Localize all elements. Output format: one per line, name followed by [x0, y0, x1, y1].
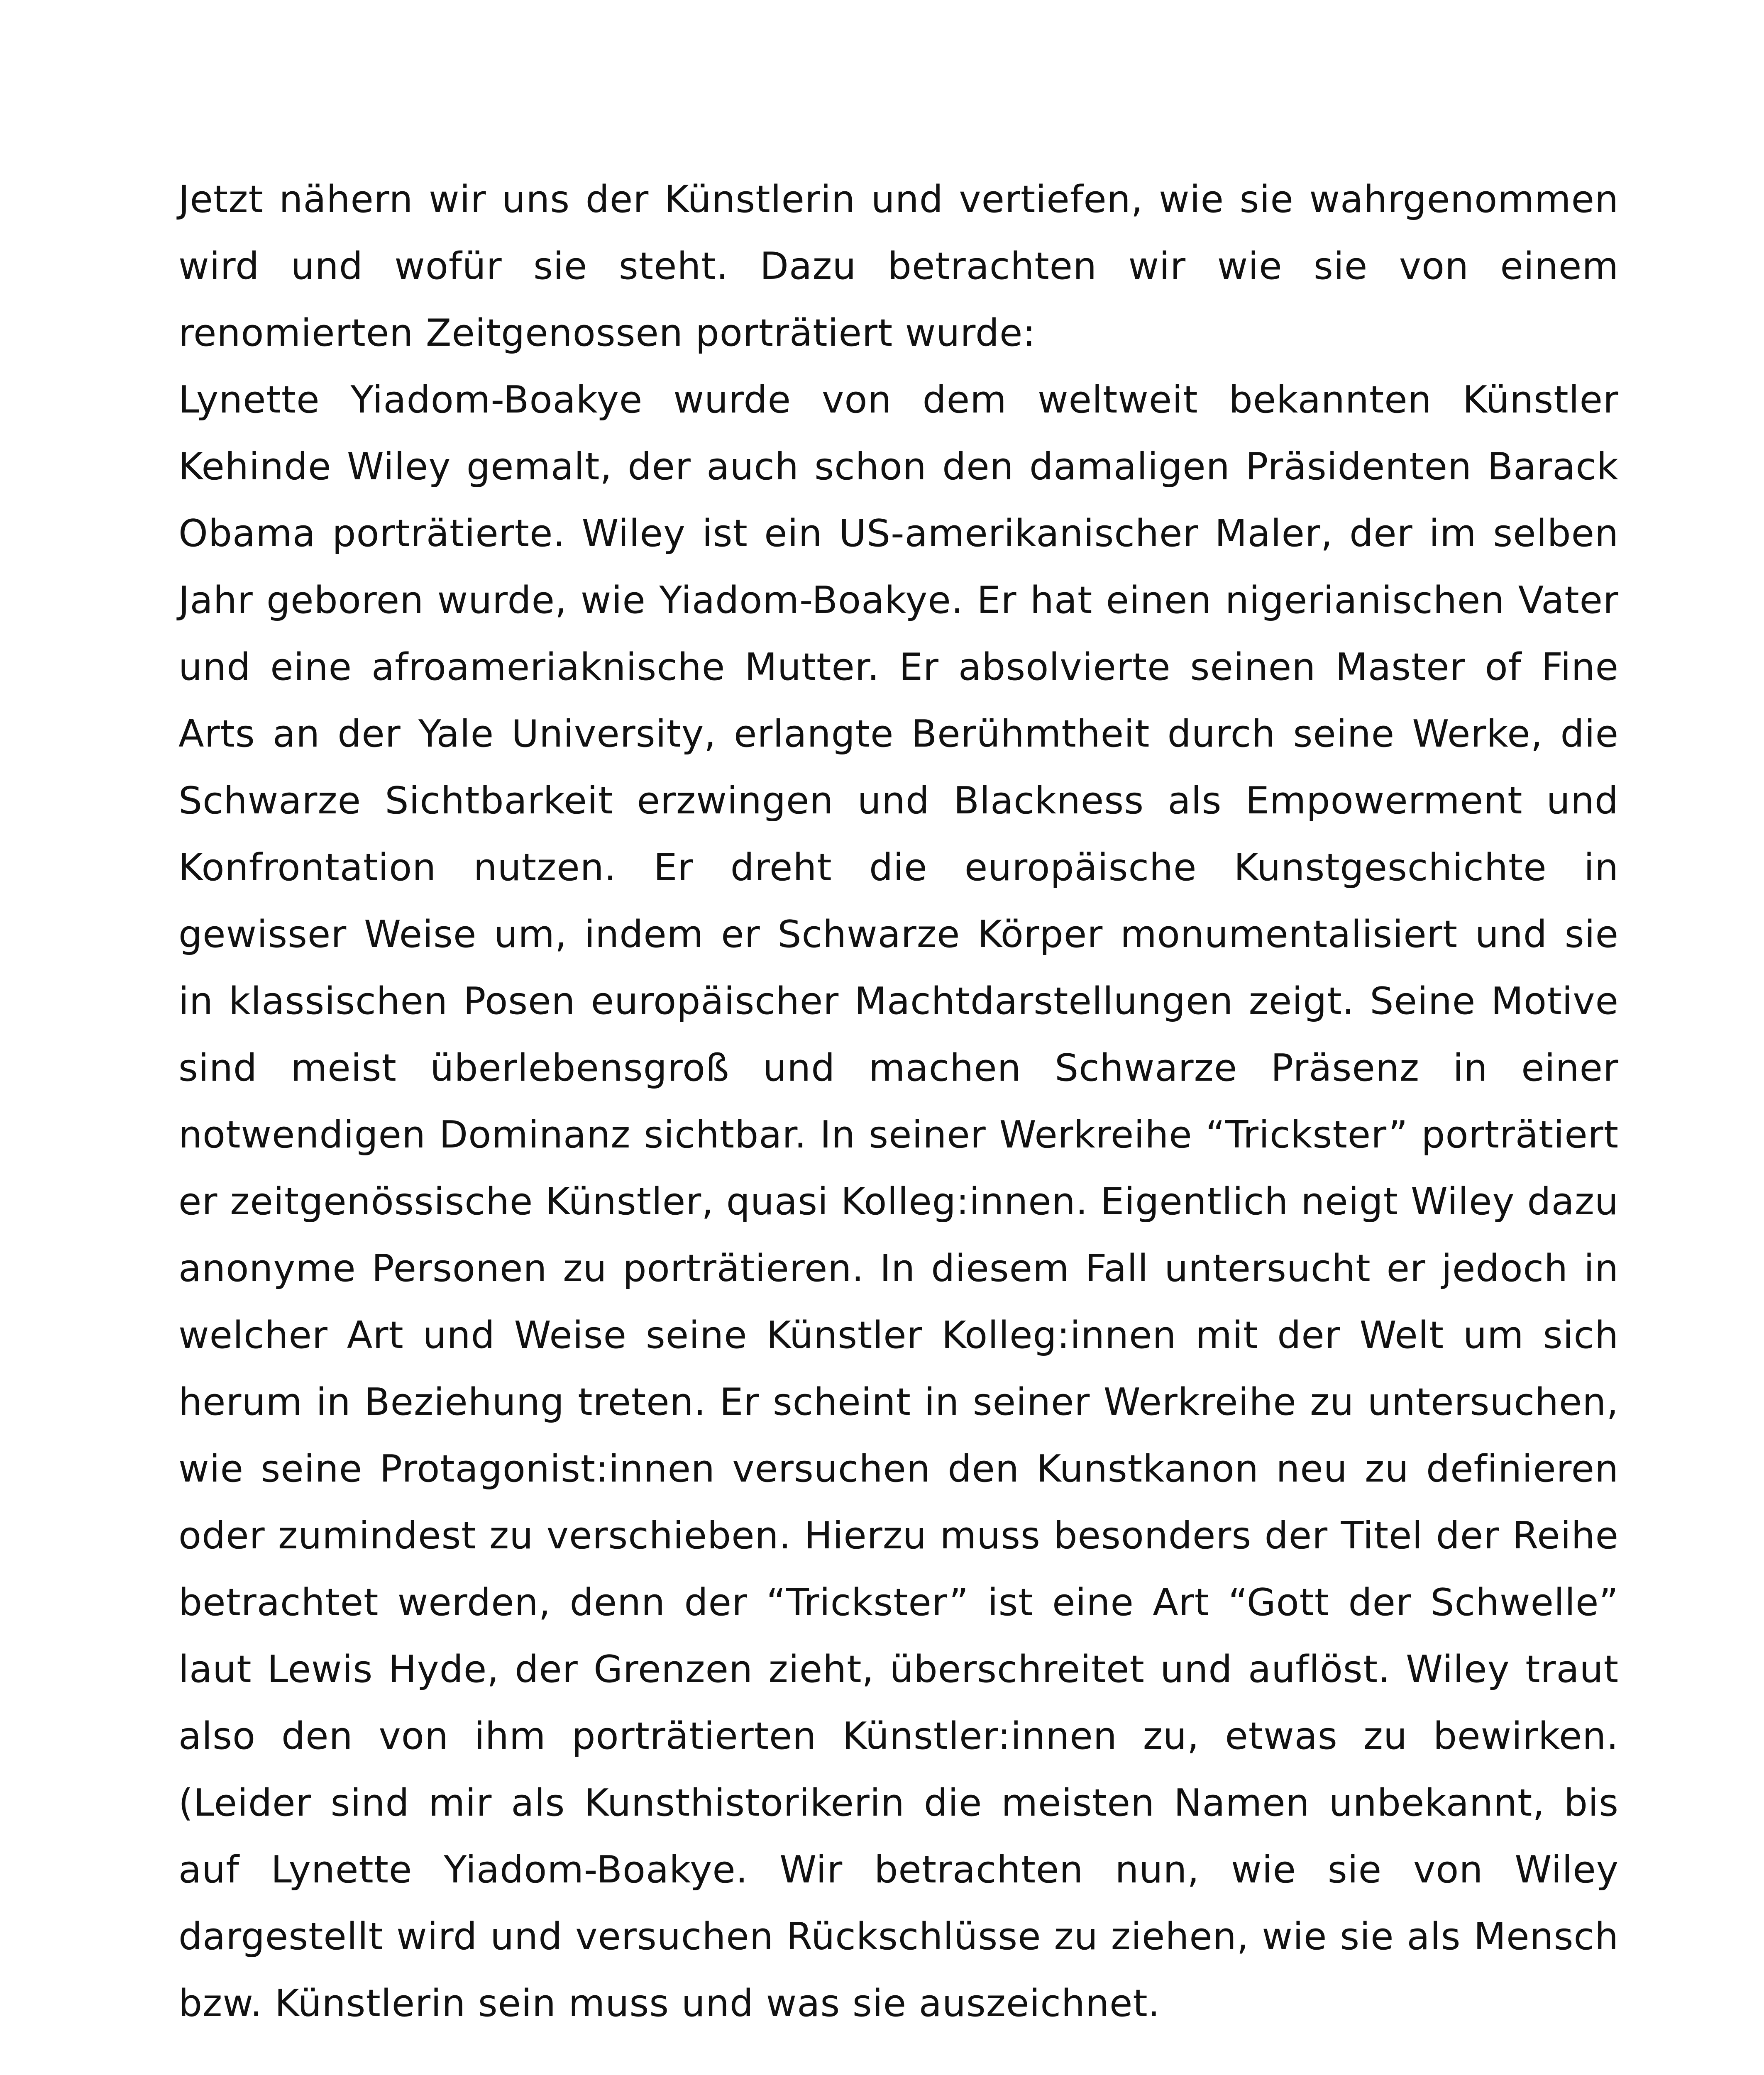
paragraph-main: Lynette Yiadom-Boakye wurde von dem weltweit bekannten Künstler Kehinde Wiley gemalt, der auch schon den damaligen Präsidenten Barack Obama porträtierte. Wiley ist ein US-amerikanischer Maler, der im selben Jahr geboren wurde, wie Yiadom-Boakye. Er hat einen nigerianischen Vater und eine afroameriaknische Mutter. Er absolvierte seinen Master of Fine Arts an der Yale University, erlangte Berühmtheit durch seine Werke, die Schwarze Sichtbarkeit erzwingen und Blackness als Empowerment und Konfrontation nutzen. Er dreht die europäische Kunstgeschichte in gewisser Weise um, indem er Schwarze Körper monumentalisiert und sie in klassischen Posen europäischer Machtdarstellungen zeigt. Seine Motive sind meist überlebensgroß und machen Schwarze Präsenz in einer notwendigen Dominanz sichtbar. In seiner Werkreihe “Trickster” porträtiert er zeitgenössische Künstler, quasi Kolleg:innen. Eigentlich neigt Wiley dazu anonyme Personen zu porträtieren. In diesem Fall untersucht er jedoch in welcher Art und Weise seine Künstler Kolleg:innen mit der Welt um sich herum in Beziehung treten. Er scheint in seiner Werkreihe zu untersuchen, wie seine Protagonist:innen versuchen den Kunstkanon neu zu definieren oder zumindest zu verschieben. Hierzu muss besonders der Titel der Reihe betrachtet werden, denn der “Trickster” ist eine Art “Gott der Schwelle” laut Lewis Hyde, der Grenzen zieht, überschreitet und auflöst. Wiley traut also den von ihm porträtierten Künstler:innen zu, etwas zu bewirken. (Leider sind mir als Kunsthistorikerin die meisten Namen unbekannt, bis auf Lynette Yiadom-Boakye. Wir betrachten nun, wie sie von Wiley dargestellt wird und versuchen Rückschlüsse zu ziehen, wie sie als Mensch bzw. Künstlerin sein muss und was sie auszeichnet.: [178, 378, 1619, 2025]
body-text: [178, 166, 1619, 2037]
paragraph-intro: Jetzt nähern wir uns der Künstlerin und vertiefen, wie sie wahrgenommen wird und wofür sie steht. Dazu betrachten wir wie sie von einem renomierten Zeitgenossen porträtiert wurde:: [178, 178, 1619, 355]
